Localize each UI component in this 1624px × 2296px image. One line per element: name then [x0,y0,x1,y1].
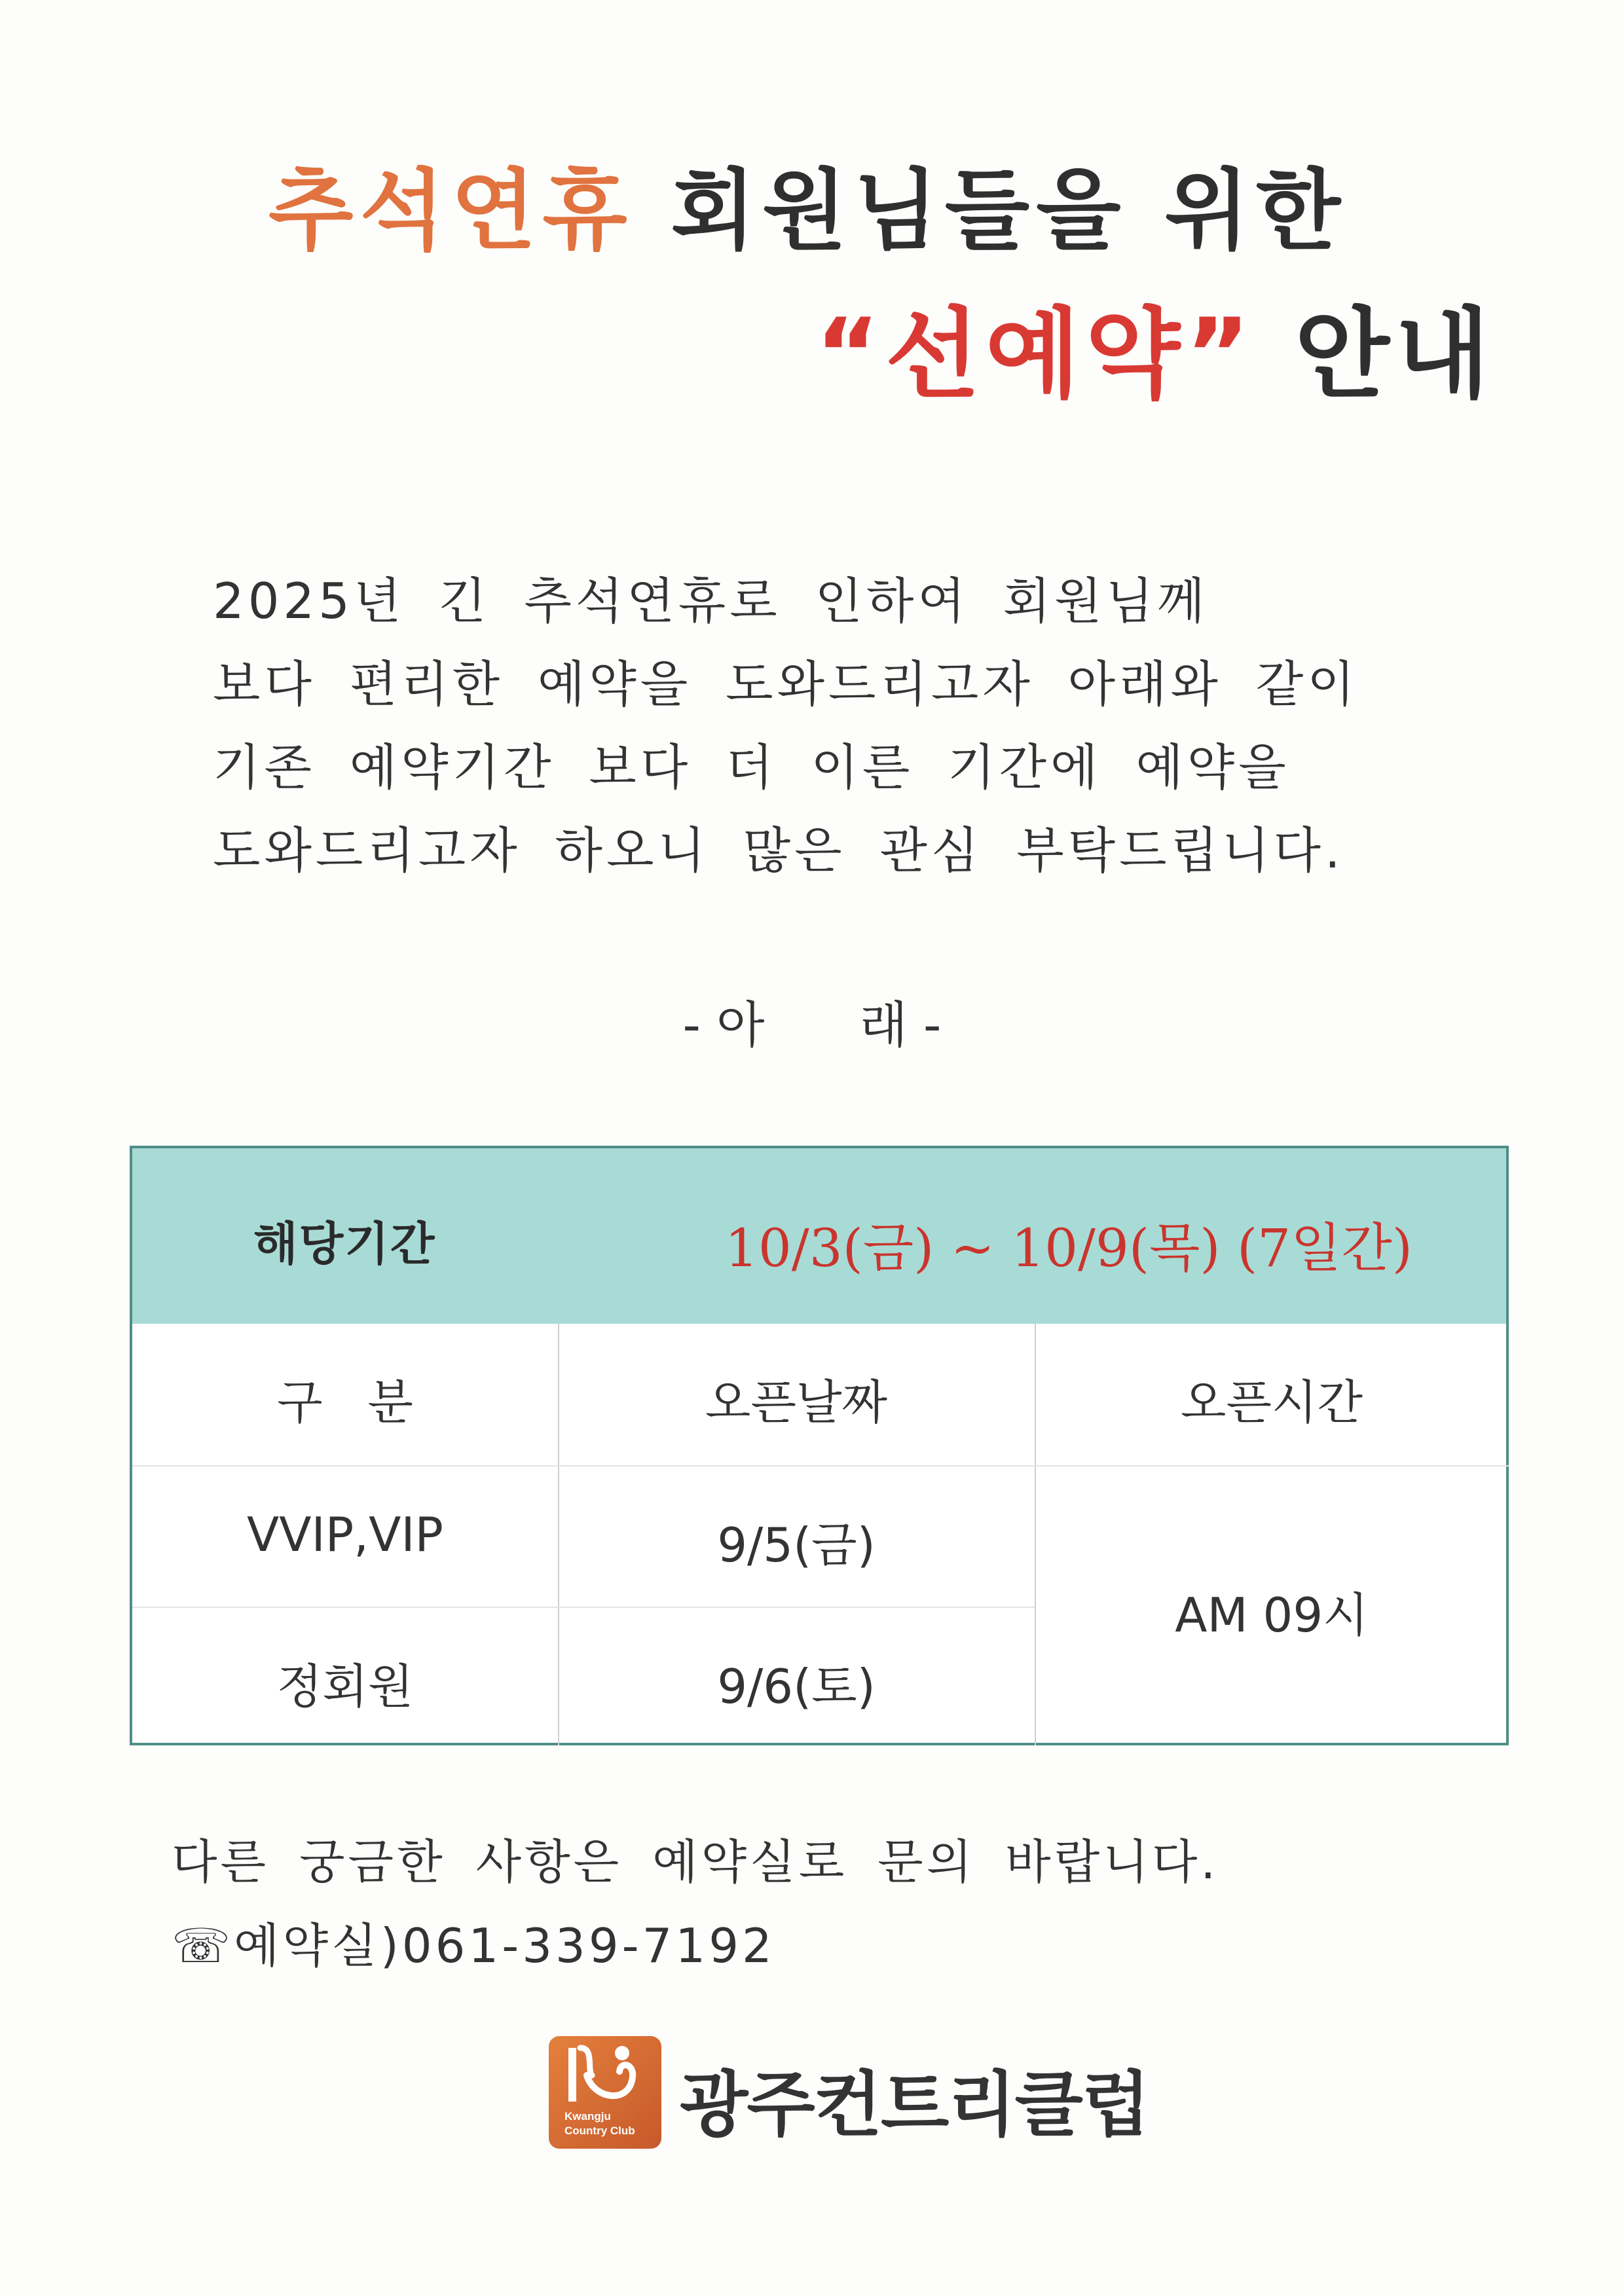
inquiry-text: 다른 궁금한 사항은 예약실로 문의 바랍니다. [172,1834,1219,1889]
body-line: 2025년 긴 추석연휴로 인하여 회원님께 [213,572,1209,630]
title-highlight-prereservation: “선예약” [815,298,1255,412]
row-type-regular: 정회원 [276,1659,414,1714]
logo-small-text-2: Country Club [564,2124,635,2137]
row-date-regular: 9/6(토) [717,1659,876,1714]
body-line: 도와드리고자 하오니 많은 관심 부탁드립니다. [213,822,1344,879]
notice-body [213,560,1359,892]
title-line-1-rest: 회원님들을 위한 [671,160,1348,262]
period-label: 해당기간 [253,1217,436,1271]
header-category: 구 분 [277,1375,413,1430]
phone-line [172,1904,1219,1988]
header-open-date: 오픈날짜 [705,1375,888,1430]
logo-small-text-1: Kwangju [564,2110,611,2123]
row-divider [132,1465,1509,1467]
footer [172,1820,1219,1988]
section-heading: - 아 래 - [682,996,942,1054]
period-value: 10/3(금) ~ 10/9(목) (7일간) [725,1218,1412,1279]
club-logo-emblem-icon [549,2036,661,2149]
club-name: 광주컨트리클럽 [680,2064,1149,2146]
phone-icon: ☏ [172,1918,234,1973]
phone-number: 예약실)061-339-7192 [234,1918,775,1973]
body-line: 기존 예약기간 보다 더 이른 기간에 예약을 [213,738,1290,796]
row-date-vip: 9/5(금) [717,1518,876,1573]
row-type-vip: VVIP,VIP [247,1507,443,1562]
club-logo [549,2036,661,2149]
title-line-2-rest: 안내 [1295,298,1495,412]
row-divider [132,1607,1035,1608]
body-line: 보다 편리한 예약을 도와드리고자 아래와 같이 [213,655,1359,713]
title-line-1 [268,141,1347,266]
title-line-2 [815,275,1495,416]
open-time-value: AM 09시 [1175,1588,1369,1643]
header-open-time: 오픈시간 [1180,1375,1363,1430]
title-highlight-chuseok: 추석연휴 [268,160,634,262]
period-row [132,1148,1506,1324]
schedule-table [130,1146,1509,1745]
